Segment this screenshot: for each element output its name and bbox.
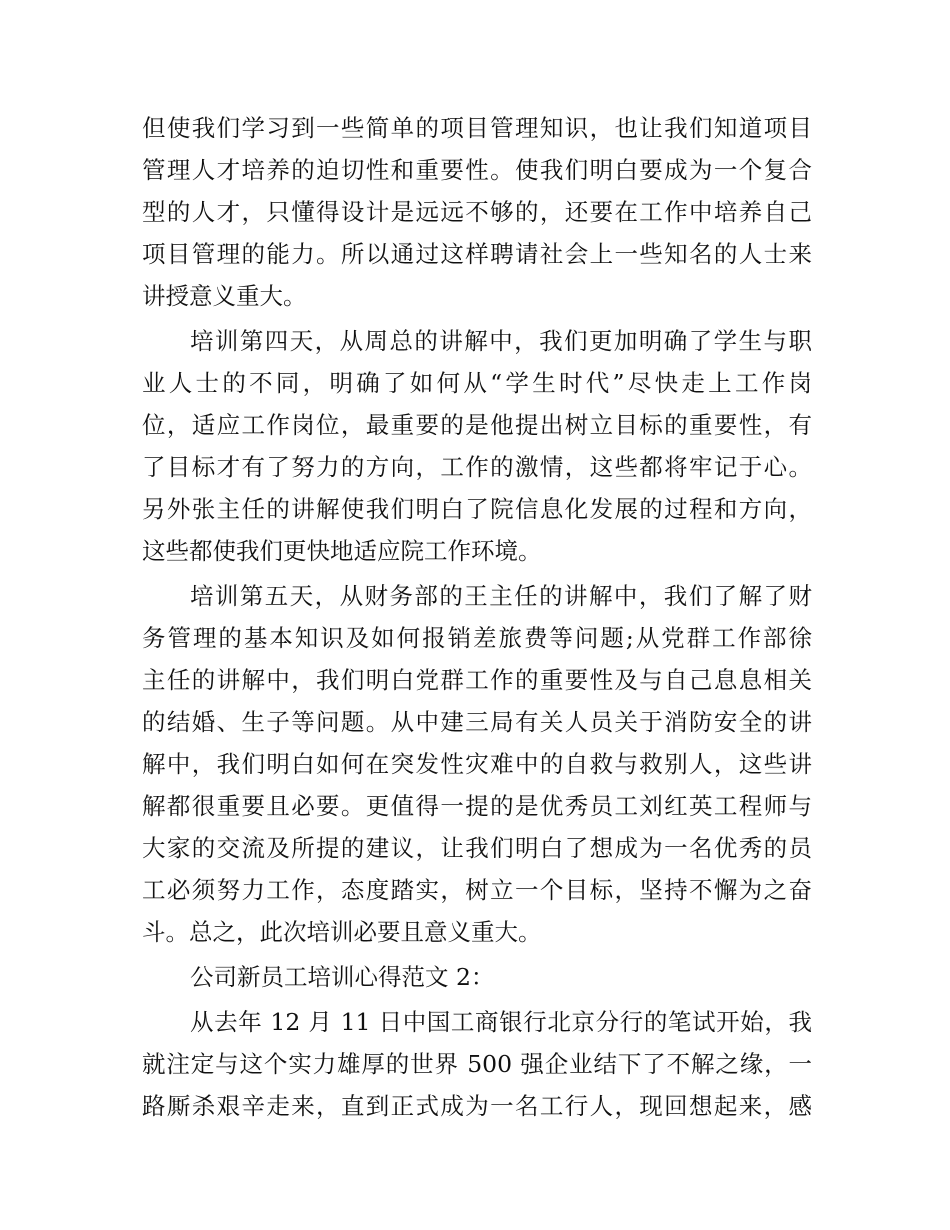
section-heading: 公司新员工培训心得范文 2： xyxy=(190,963,495,991)
text-line: 讲授意义重大。 xyxy=(142,282,307,310)
text-line: 的结婚、生子等问题。从中建三局有关人员关于消防安全的讲 xyxy=(142,708,812,736)
text-line: 了目标才有了努力的方向，工作的激情，这些都将牢记于心。 xyxy=(142,453,812,481)
text-line: 另外张主任的讲解使我们明白了院信息化发展的过程和方向， xyxy=(142,495,812,523)
paragraph-first-line: 培训第五天，从财务部的王主任的讲解中，我们了解了财 xyxy=(190,582,812,610)
text-line: 路厮杀艰辛走来，直到正式成为一名工行人，现回想起来，感 xyxy=(142,1092,812,1120)
text-line: 工必须努力工作，态度踏实，树立一个目标，坚持不懈为之奋 xyxy=(142,876,812,904)
text-line: 解都很重要且必要。更值得一提的是优秀员工刘红英工程师与 xyxy=(142,792,812,820)
text-line: 项目管理的能力。所以通过这样聘请社会上一些知名的人士来 xyxy=(142,240,812,268)
text-line: 就注定与这个实力雄厚的世界 500 强企业结下了不解之缘，一 xyxy=(142,1050,812,1078)
text-line: 管理人才培养的迫切性和重要性。使我们明白要成为一个复合 xyxy=(142,156,812,184)
text-line: 位，适应工作岗位，最重要的是他提出树立目标的重要性，有 xyxy=(142,411,812,439)
text-line: 大家的交流及所提的建议，让我们明白了想成为一名优秀的员 xyxy=(142,834,812,862)
text-line: 斗。总之，此次培训必要且意义重大。 xyxy=(142,918,542,946)
paragraph-first-line: 培训第四天，从周总的讲解中，我们更加明确了学生与职 xyxy=(190,327,812,355)
text-line: 主任的讲解中，我们明白党群工作的重要性及与自己息息相关 xyxy=(142,666,812,694)
text-line: 但使我们学习到一些简单的项目管理知识，也让我们知道项目 xyxy=(142,114,812,142)
text-line: 型的人才，只懂得设计是远远不够的，还要在工作中培养自己 xyxy=(142,198,812,226)
paragraph-first-line: 从去年 12 月 11 日中国工商银行北京分行的笔试开始，我 xyxy=(190,1008,812,1036)
text-line: 务管理的基本知识及如何报销差旅费等问题;从党群工作部徐 xyxy=(142,624,812,652)
text-line: 这些都使我们更快地适应院工作环境。 xyxy=(142,537,542,565)
text-line: 业人士的不同，明确了如何从“学生时代”尽快走上工作岗 xyxy=(142,369,812,397)
text-line: 解中，我们明白如何在突发性灾难中的自救与救别人，这些讲 xyxy=(142,750,812,778)
